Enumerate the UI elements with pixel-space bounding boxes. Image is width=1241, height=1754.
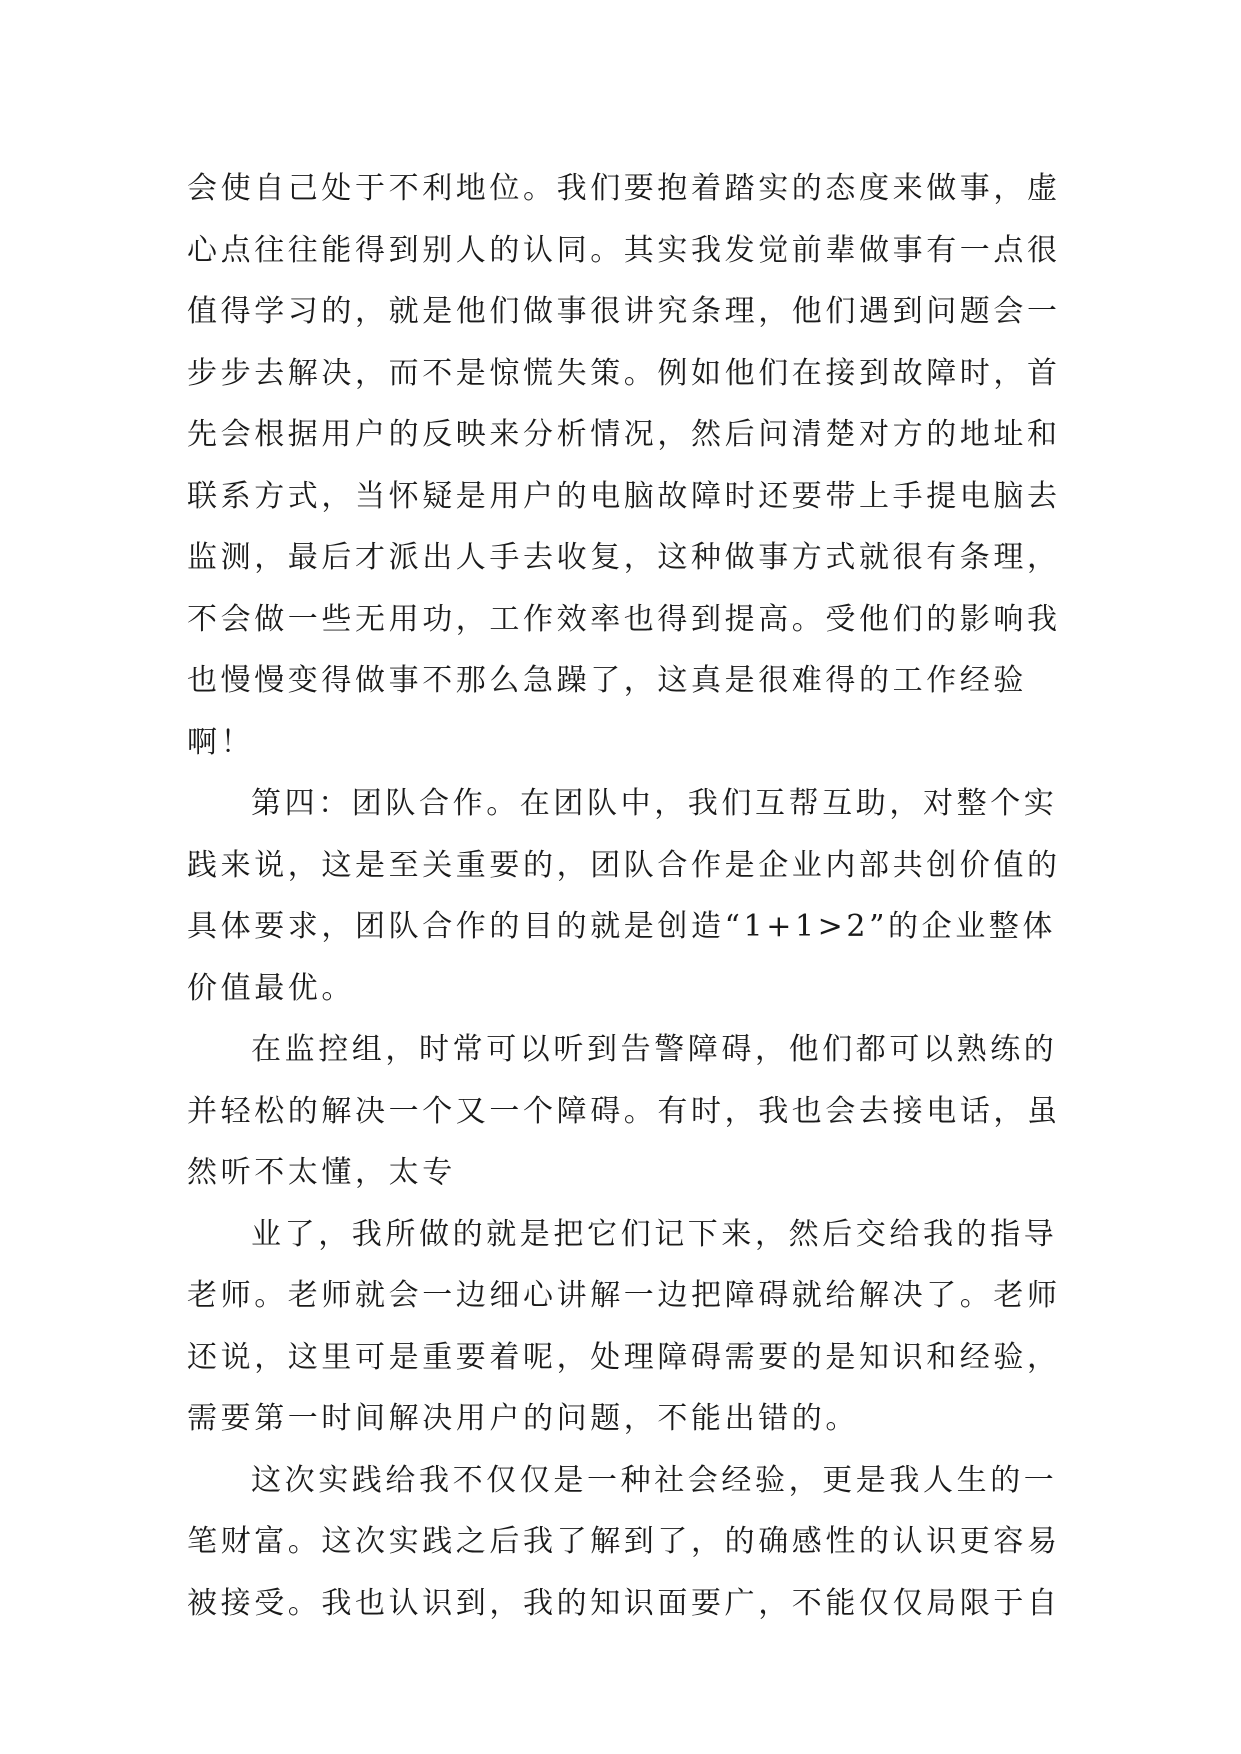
text-line: 老师。老师就会一边细心讲解一边把障碍就给解决了。老师 <box>187 1278 1061 1313</box>
text-line: 并轻松的解决一个又一个障碍。有时，我也会去接电话，虽 <box>187 1093 1061 1129</box>
text-line: 践来说，这是至关重要的，团队合作是企业内部共创价值的 <box>187 847 1061 883</box>
text-line: 值得学习的，就是他们做事很讲究条理，他们遇到问题会一 <box>187 294 1061 329</box>
body-text <box>187 158 1067 1634</box>
text-line: 监测，最后才派出人手去收复，这种做事方式就很有条理， <box>187 540 1061 575</box>
text-line: 还说，这里可是重要着呢，处理障碍需要的是知识和经验， <box>187 1339 1061 1375</box>
paragraph-first-line: 第四：团队合作。在团队中，我们互帮互助，对整个实 <box>251 786 1058 821</box>
text-line: 价值最优。 <box>187 970 355 1006</box>
text-line: 心点往往能得到别人的认同。其实我发觉前辈做事有一点很 <box>187 232 1061 268</box>
paragraph-first-line: 在监控组，时常可以听到告警障碍，他们都可以熟练的 <box>251 1032 1058 1067</box>
text-line: 然听不太懂，太专 <box>187 1155 456 1190</box>
text-line: 会使自己处于不利地位。我们要抱着踏实的态度来做事，虚 <box>187 171 1061 206</box>
text-line: 被接受。我也认识到，我的知识面要广，不能仅仅局限于自 <box>187 1585 1061 1621</box>
text-line: 不会做一些无用功，工作效率也得到提高。受他们的影响我 <box>187 601 1061 637</box>
text-line: 联系方式，当怀疑是用户的电脑故障时还要带上手提电脑去 <box>187 478 1061 514</box>
text-line: 具体要求，团队合作的目的就是创造“1+1>2”的企业整体 <box>187 909 1057 944</box>
paragraph-first-line: 这次实践给我不仅仅是一种社会经验，更是我人生的一 <box>251 1462 1058 1498</box>
text-line: 需要第一时间解决用户的问题，不能出错的。 <box>187 1401 859 1436</box>
text-line: 啊！ <box>187 724 255 760</box>
paragraph-first-line: 业了，我所做的就是把它们记下来，然后交给我的指导 <box>251 1216 1058 1252</box>
text-line: 笔财富。这次实践之后我了解到了，的确感性的认识更容易 <box>187 1524 1061 1559</box>
text-line: 先会根据用户的反映来分析情况，然后问清楚对方的地址和 <box>187 417 1061 452</box>
text-line: 也慢慢变得做事不那么急躁了，这真是很难得的工作经验 <box>187 663 1027 698</box>
text-line: 步步去解决，而不是惊慌失策。例如他们在接到故障时，首 <box>187 355 1061 391</box>
